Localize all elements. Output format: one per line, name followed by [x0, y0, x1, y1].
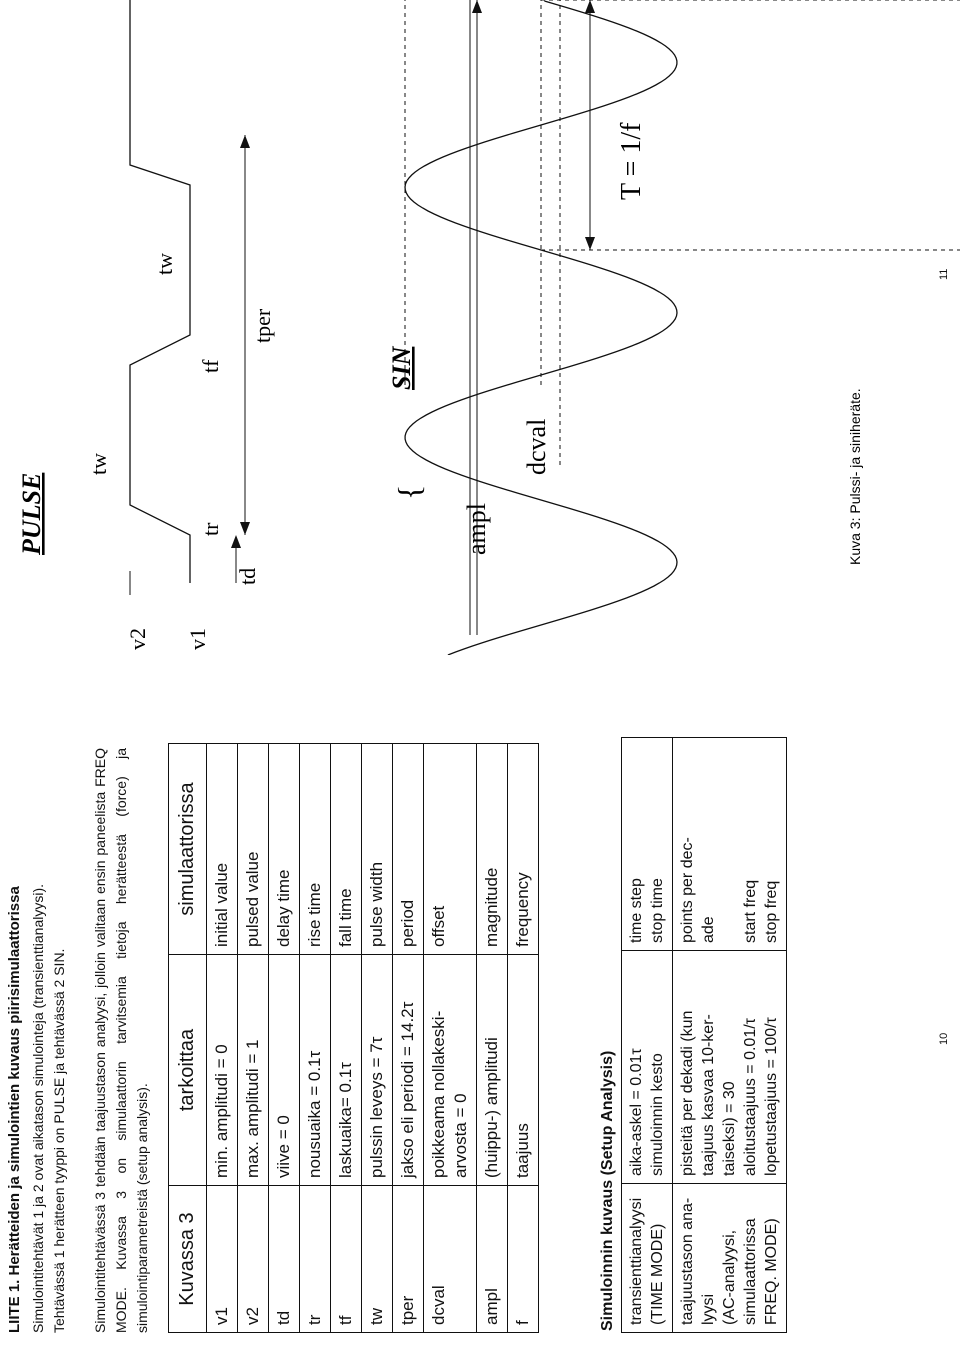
meaning-cell: (huippu-) amplitudi: [477, 955, 508, 1186]
meaning-cell: taajuus: [508, 955, 539, 1186]
simulator-cell: pulse width: [362, 744, 393, 955]
label-dcval: dcval: [522, 418, 551, 475]
setup-row: [673, 738, 787, 1333]
setup-table: [621, 737, 787, 1333]
label-tf: tf: [198, 359, 223, 373]
sin-title: SIN: [387, 346, 416, 390]
parameter-row: [508, 744, 539, 1333]
header-tarkoittaa: tarkoittaa: [169, 955, 207, 1186]
meaning-cell: pulssin leveys = 7τ: [362, 955, 393, 1186]
symbol-cell: v2: [238, 1186, 269, 1333]
simulator-cell: pulsed value: [238, 744, 269, 955]
analysis-type-cell: taajuustason ana- lyysi (AC-analyysi, simulaattorissa FREQ. MODE): [673, 1184, 787, 1333]
simulator-cell: fall time: [331, 744, 362, 955]
label-tper: tper: [250, 308, 275, 343]
symbol-cell: tr: [300, 1186, 331, 1333]
pulse-title: PULSE: [17, 472, 46, 555]
symbol-cell: tw: [362, 1186, 393, 1333]
parameter-row: [269, 744, 300, 1333]
tper-arrow-left: [240, 522, 250, 535]
parameter-row: [424, 744, 477, 1333]
symbol-cell: tper: [393, 1186, 424, 1333]
parameter-table-header: [169, 744, 207, 1333]
meaning-cell: jakso eli periodi = 14.2τ: [393, 955, 424, 1186]
figure-3: [0, 0, 960, 655]
td-arrow-head: [231, 535, 241, 548]
paragraph-1-line-2: Tehtävässä 1 herätteen tyyppi on PULSE ja tehtävässä 2 SIN.: [51, 948, 67, 1333]
label-v1: v1: [185, 628, 210, 650]
pulse-waveform: [130, 0, 190, 583]
simulator-cell: frequency: [508, 744, 539, 955]
simulator-cell: offset: [424, 744, 477, 955]
page-number-left: 10: [938, 1032, 950, 1045]
header-simulaattorissa: simulaattorissa: [169, 744, 207, 955]
label-tw-1: tw: [86, 453, 111, 475]
setup-row: [622, 738, 673, 1333]
page-number-right: 11: [938, 268, 950, 280]
label-tr: tr: [198, 522, 223, 536]
label-v2: v2: [125, 628, 150, 650]
parameter-table: [168, 743, 539, 1333]
parameter-row: [238, 744, 269, 1333]
time-axis-arrow: [472, 0, 482, 13]
setting-cell: aika-askel = 0.01τ simuloinnin kesto: [622, 951, 673, 1184]
setting-cell: pisteitä per dekadi (kun taajuus kasvaa 10-ker- taiseksi) = 30 aloitustaajuus = 0.01/τ lopetustaajuus = 100/τ: [673, 951, 787, 1184]
paragraph-2: Simulointitehtävässä 3 tehdään taajuustason analyysi, jolloin valitaan ensin paneelista FREQ MODE. Kuvassa 3 on simulaattorin tarvitsemia tietoja herätteestä (force) ja simulointiparametreistä (setup analysis).: [92, 748, 150, 1333]
symbol-cell: ampl: [477, 1186, 508, 1333]
parameter-row: [300, 744, 331, 1333]
simulator-cell: magnitude: [477, 744, 508, 955]
waveform-figure: [0, 0, 960, 655]
period-arrow-right: [585, 0, 595, 13]
parameter-row: [477, 744, 508, 1333]
simulator-cell: period: [393, 744, 424, 955]
period-arrow-left: [585, 237, 595, 250]
meaning-cell: poikkeama nollakeski- arvosta = 0: [424, 955, 477, 1186]
simulator-cell: delay time: [269, 744, 300, 955]
meaning-cell: viive = 0: [269, 955, 300, 1186]
simulator-cell: rise time: [300, 744, 331, 955]
simulator-cell: initial value: [207, 744, 238, 955]
analysis-type-cell: transienttianalyysi (TIME MODE): [622, 1184, 673, 1333]
document-title: LIITE 1. Herätteiden ja simulointien kuvaus piirisimulaattorissa: [6, 886, 23, 1333]
header-kuvassa: Kuvassa 3: [169, 1186, 207, 1333]
label-ampl: ampl: [462, 503, 491, 555]
symbol-cell: td: [269, 1186, 300, 1333]
parameter-row: [207, 744, 238, 1333]
meaning-cell: nousuaika = 0.1τ: [300, 955, 331, 1186]
symbol-cell: f: [508, 1186, 539, 1333]
meaning-cell: laskuaika= 0.1τ: [331, 955, 362, 1186]
ampl-brace: {: [391, 484, 427, 500]
meaning-cell: min. amplitudi = 0: [207, 955, 238, 1186]
label-td: td: [235, 567, 260, 585]
parameter-row: [393, 744, 424, 1333]
label-period: T = 1/f: [616, 122, 647, 200]
parameter-row: [362, 744, 393, 1333]
tper-arrow-right: [240, 135, 250, 148]
paragraph-1: [28, 748, 70, 1333]
symbol-cell: tf: [331, 1186, 362, 1333]
meaning-cell: max. amplitudi = 1: [238, 955, 269, 1186]
figure-caption: Kuva 3: Pulssi- ja siniheräte.: [847, 388, 863, 565]
parameter-row: [331, 744, 362, 1333]
simulator-setting-cell: time step stop time: [622, 738, 673, 951]
symbol-cell: dcval: [424, 1186, 477, 1333]
label-tw-2: tw: [152, 253, 177, 275]
setup-analysis-heading: Simuloinnin kuvaus (Setup Analysis): [599, 1050, 616, 1331]
paragraph-1-line-1: Simulointitehtävät 1 ja 2 ovat aikatason simulointeja (transienttianalyysi).: [30, 883, 46, 1333]
simulator-setting-cell: points per dec- ade start freq stop freq: [673, 738, 787, 951]
symbol-cell: v1: [207, 1186, 238, 1333]
